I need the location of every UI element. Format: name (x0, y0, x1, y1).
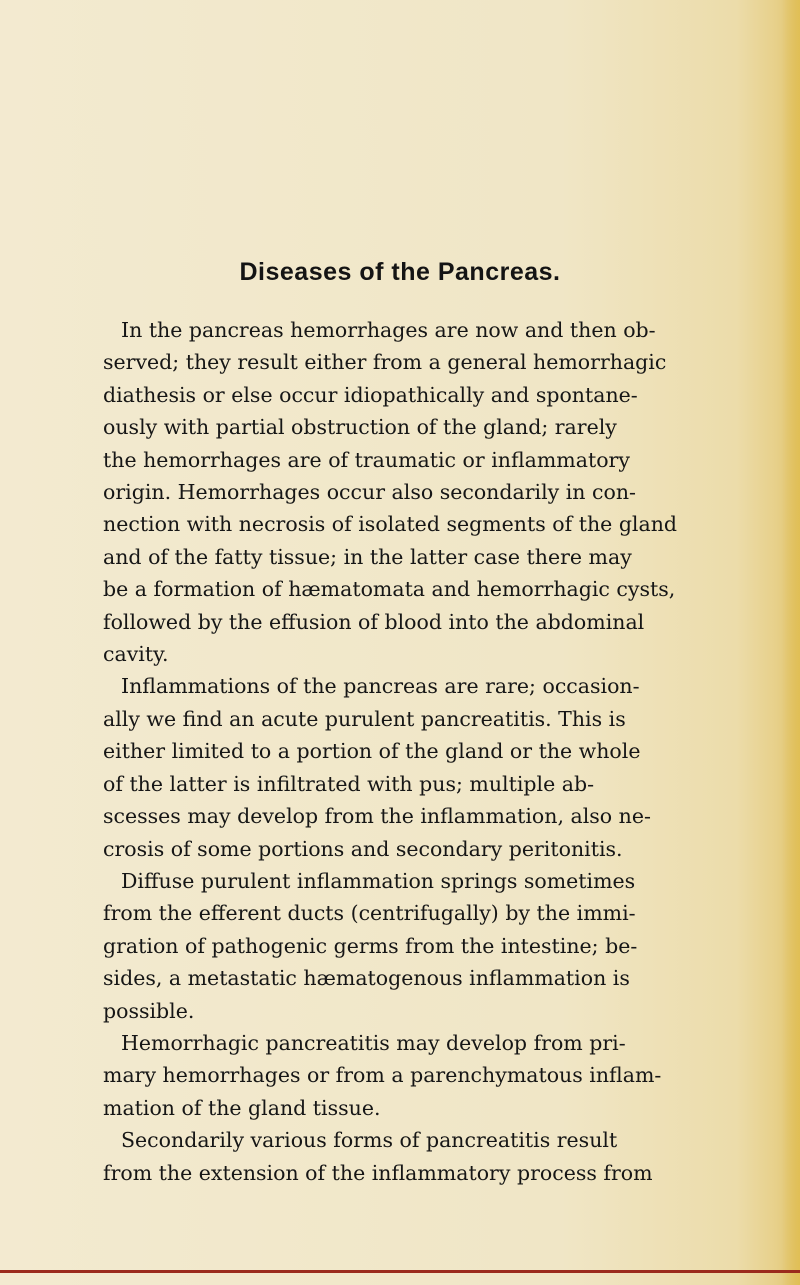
text-line: Inflammations of the pancreas are rare; occasion- (121, 674, 640, 699)
text-line: sides, a metastatic hæmatogenous inflammation is (103, 966, 630, 991)
text-line: Hemorrhagic pancreatitis may develop from pri- (121, 1030, 626, 1055)
text-line: Diffuse purulent inflammation springs sometimes (121, 868, 636, 893)
text-line: In the pancreas hemorrhages are now and then ob- (121, 318, 656, 342)
text-line: possible. (103, 998, 195, 1023)
page-edge-shading (782, 0, 800, 1285)
text-line: scesses may develop from the inflammation, also ne- (103, 804, 651, 829)
text-line: from the efferent ducts (centrifugally) by the immi- (103, 901, 636, 926)
text-line: ally we find an acute purulent pancreatitis. This is (103, 706, 626, 731)
body-text (103, 314, 703, 1189)
text-line: from the extension of the inflammatory process from (103, 1160, 653, 1185)
text-line: nection with necrosis of isolated segments of the gland (103, 512, 678, 537)
text-line: origin. Hemorrhages occur also secondarily in con- (103, 480, 636, 505)
text-line: and of the fatty tissue; in the latter case there may (103, 544, 632, 569)
text-line: ously with partial obstruction of the gland; rarely (103, 415, 617, 440)
page-title: Diseases of the Pancreas. (239, 258, 561, 286)
text-line: served; they result either from a general hemorrhagic (103, 350, 667, 375)
bottom-edge-line (0, 1270, 800, 1273)
text-line: gration of pathogenic germs from the intestine; be- (103, 933, 638, 958)
text-line: mary hemorrhages or from a parenchymatous inflam- (103, 1063, 662, 1088)
text-line: mation of the gland tissue. (103, 1095, 381, 1120)
text-line: the hemorrhages are of traumatic or inflammatory (103, 447, 630, 472)
text-line: followed by the effusion of blood into the abdominal (103, 609, 645, 634)
text-line: Secondarily various forms of pancreatitis result (121, 1128, 618, 1153)
text-line: diathesis or else occur idiopathically and spontane- (103, 382, 638, 407)
text-line: crosis of some portions and secondary peritonitis. (103, 836, 623, 861)
text-line: of the latter is infiltrated with pus; multiple ab- (103, 771, 595, 796)
text-line: either limited to a portion of the gland or the whole (103, 739, 641, 764)
text-line: be a formation of hæmatomata and hemorrhagic cysts, (103, 577, 676, 602)
text-line: cavity. (103, 642, 169, 667)
